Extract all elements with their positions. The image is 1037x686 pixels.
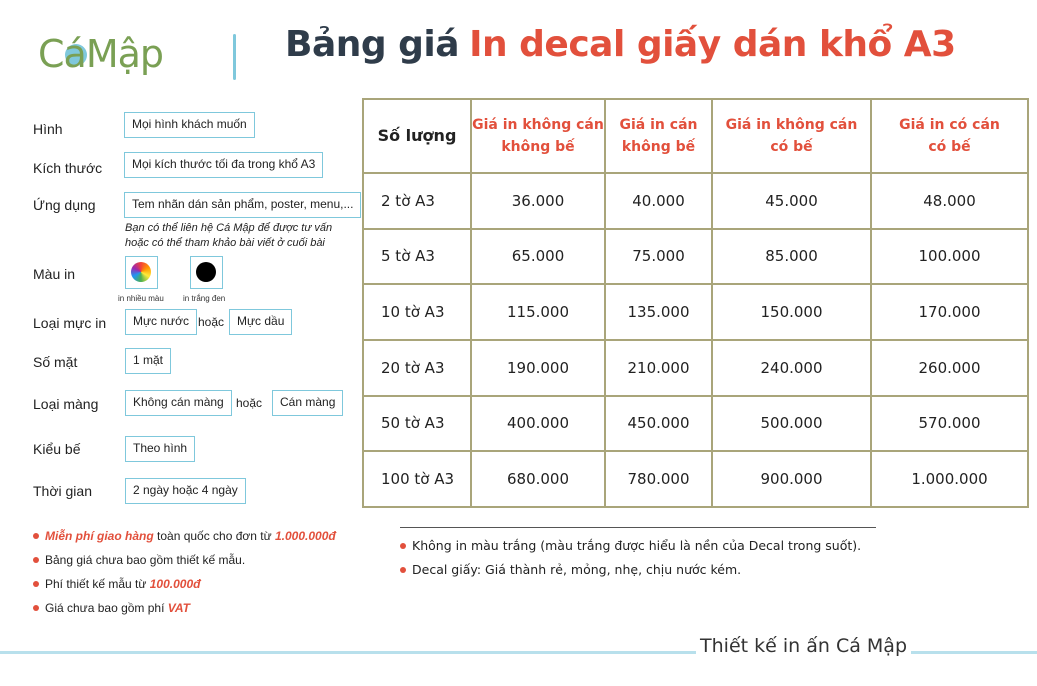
cell-price: 210.000 [605,340,712,396]
black-option [190,256,223,289]
logo-text: CáMập [38,32,164,76]
table-row [363,396,1028,452]
laminate-or-text: hoặc [236,396,263,410]
cell-price: 400.000 [471,396,605,452]
logo [38,30,198,82]
consult-note [125,221,332,251]
bullet-dot-icon [33,557,39,563]
cell-price: 75.000 [605,229,712,285]
cell-price: 115.000 [471,284,605,340]
bullet-dot-icon [400,543,406,549]
notes-divider [400,527,876,528]
title-part-2: In decal giấy dán khổ A3 [469,24,956,65]
cell-price: 1.000.000 [871,451,1028,507]
table-header-row [363,99,1028,173]
spec-label-cut: Kiểu bế [33,441,81,457]
footer-text: Thiết kế in ấn Cá Mập [696,635,911,657]
table-row [363,340,1028,396]
laminate-option-yes: Cán màng [272,390,343,416]
cell-quantity: 100 tờ A3 [363,451,471,507]
cell-price: 100.000 [871,229,1028,285]
header-price-laminate-no-cut: Giá in cán không bế [605,99,712,173]
list-item: Miễn phí giao hàng toàn quốc cho đơn từ 1.000.000đ [33,528,363,544]
cell-quantity: 2 tờ A3 [363,173,471,229]
cell-price: 190.000 [471,340,605,396]
header-price-laminate-cut: Giá in có cán có bế [871,99,1028,173]
table-row [363,173,1028,229]
list-item: Giá chưa bao gồm phí VAT [33,600,363,616]
ink-option-water: Mực nước [125,309,197,335]
cell-quantity: 50 tờ A3 [363,396,471,452]
cell-price: 780.000 [605,451,712,507]
laminate-option-none: Không cán màng [125,390,232,416]
header-quantity: Số lượng [363,99,471,173]
cell-price: 40.000 [605,173,712,229]
multicolor-caption: in nhiều màu [118,294,164,303]
material-notes [400,538,1000,586]
terms-list [33,528,363,624]
spec-label-color: Màu in [33,266,76,282]
spec-value-size: Mọi kích thước tối đa trong khổ A3 [124,152,323,178]
consult-note-line-1: Bạn có thể liên hệ Cá Mập để được tư vấn [125,222,333,234]
spec-label-use: Ứng dụng [33,197,96,213]
list-item: Phí thiết kế mẫu từ 100.000đ [33,576,363,592]
spec-value-shape: Mọi hình khách muốn [124,112,255,138]
page-title [285,24,956,65]
title-part-1: Bảng giá [285,24,460,65]
cell-price: 500.000 [712,396,871,452]
table-row [363,284,1028,340]
table-row [363,229,1028,285]
cell-price: 170.000 [871,284,1028,340]
ink-option-oil: Mực dầu [229,309,292,335]
cell-price: 150.000 [712,284,871,340]
spec-value-cut: Theo hình [125,436,195,462]
spec-label-size: Kích thước [33,160,103,176]
spec-label-sides: Số mặt [33,354,78,370]
cell-quantity: 5 tờ A3 [363,229,471,285]
consult-note-line-2: hoặc có thể tham khảo bài viết ở cuối bài [125,237,325,249]
cell-price: 135.000 [605,284,712,340]
bullet-dot-icon [33,581,39,587]
spec-value-use: Tem nhãn dán sản phẩm, poster, menu,... [124,192,361,218]
price-table [362,98,1029,508]
cell-price: 85.000 [712,229,871,285]
spec-value-sides: 1 mặt [125,348,171,374]
cell-price: 260.000 [871,340,1028,396]
black-swatch-icon [196,262,216,282]
spec-label-laminate: Loại màng [33,396,99,412]
cell-price: 36.000 [471,173,605,229]
bullet-dot-icon [33,605,39,611]
ink-or-text: hoặc [198,315,225,329]
cell-price: 450.000 [605,396,712,452]
spec-label-shape: Hình [33,121,63,137]
cell-price: 65.000 [471,229,605,285]
header-divider [233,34,236,80]
spec-label-time: Thời gian [33,483,92,499]
cell-quantity: 10 tờ A3 [363,284,471,340]
header-price-no-laminate-no-cut: Giá in không cán không bế [471,99,605,173]
cell-price: 45.000 [712,173,871,229]
spec-value-time: 2 ngày hoặc 4 ngày [125,478,246,504]
cell-quantity: 20 tờ A3 [363,340,471,396]
header-price-no-laminate-cut: Giá in không cán có bế [712,99,871,173]
list-item: Không in màu trắng (màu trắng được hiểu là nền của Decal trong suốt). [400,538,1000,554]
black-caption: in trắng đen [183,294,226,303]
cell-price: 48.000 [871,173,1028,229]
bullet-dot-icon [400,567,406,573]
multicolor-swatch-icon [131,262,151,282]
table-row [363,451,1028,507]
cell-price: 570.000 [871,396,1028,452]
cell-price: 240.000 [712,340,871,396]
bullet-dot-icon [33,533,39,539]
list-item: Bảng giá chưa bao gồm thiết kế mẫu. [33,552,363,568]
multicolor-option [125,256,158,289]
list-item: Decal giấy: Giá thành rẻ, mỏng, nhẹ, chịu nước kém. [400,562,1000,578]
spec-label-ink: Loại mực in [33,315,107,331]
cell-price: 680.000 [471,451,605,507]
cell-price: 900.000 [712,451,871,507]
